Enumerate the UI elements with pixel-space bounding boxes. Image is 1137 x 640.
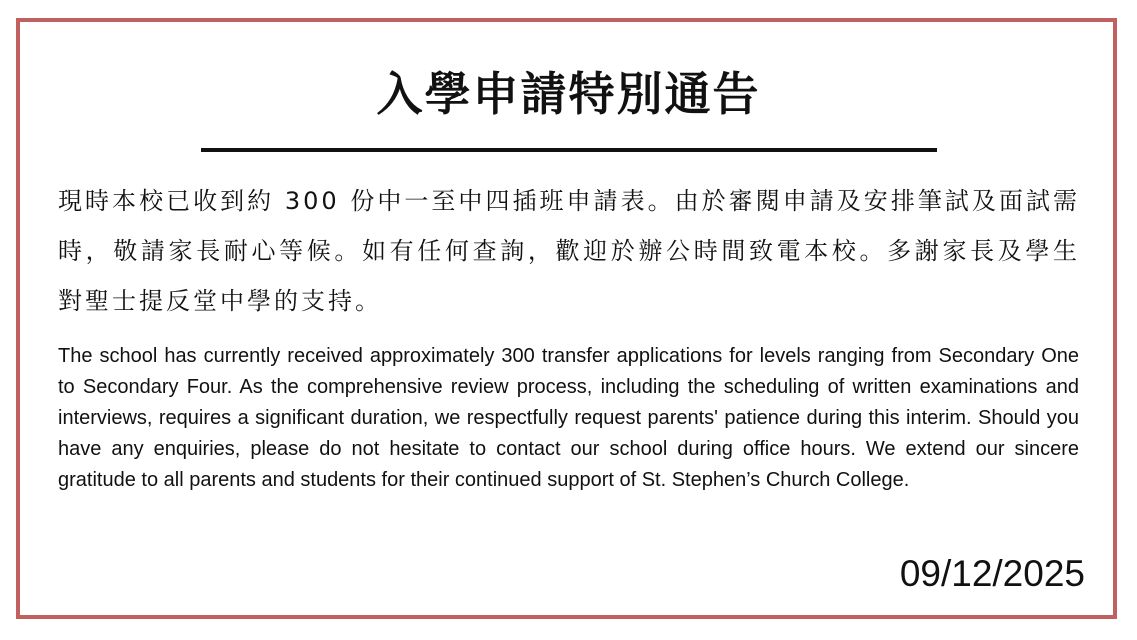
chinese-notice-text: 現時本校已收到約 300 份中一至中四插班申請表。由於審閱申請及安排筆試及面試需時，敬請家長耐心等候。如有任何查詢，歡迎於辦公時間致電本校。多謝家長及學生對聖士提反堂中學的支持。 bbox=[58, 187, 1080, 315]
english-notice-text: The school has currently received approximately 300 transfer applications for levels ranging from Secondary One to Secondary Four. As the comprehensive review process, including the scheduling of written examinations and interviews, requires a significant duration, we respectfully request parents' patience during this interim. Should you have any enquiries, please do not hesitate to contact our school during office hours. We extend our sincere gratitude to all parents and students for their continued support of St. Stephen’s Church College. bbox=[58, 345, 1079, 491]
notice-date: 09/12/2025 bbox=[899, 553, 1085, 594]
title-divider bbox=[201, 148, 937, 152]
notice-title: 入學申請特別通告 bbox=[376, 67, 761, 121]
